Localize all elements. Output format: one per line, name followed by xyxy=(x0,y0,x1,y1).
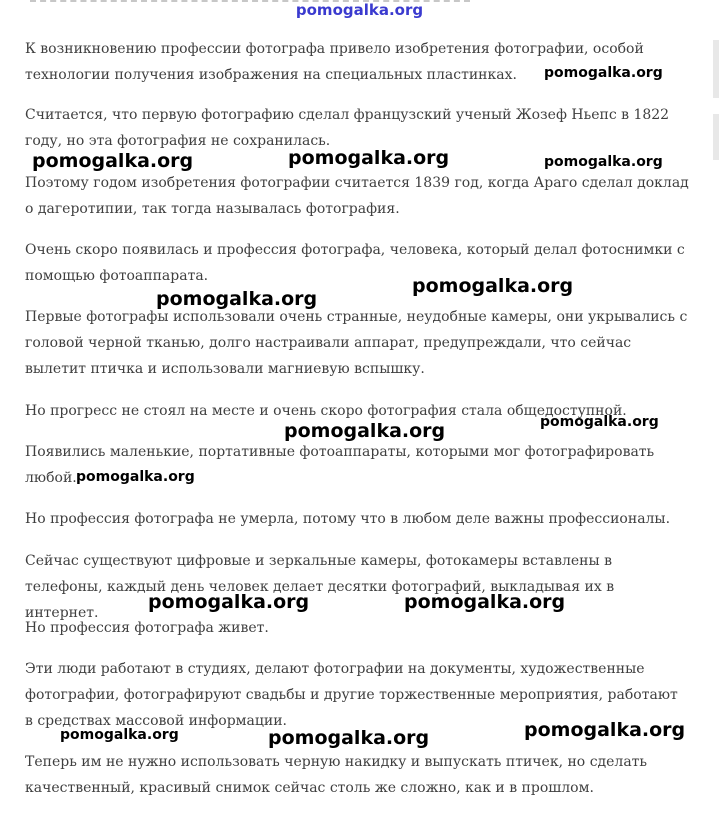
paragraph-9: Сейчас существуют цифровые и зеркальные камеры, фотокамеры вставлены в телефоны, каждый день человек делает десятки фотографий, выкладывая их в интернет. xyxy=(25,553,615,621)
watermark: pomogalka.org xyxy=(284,420,446,442)
right-edge-panel xyxy=(713,40,719,98)
watermark: pomogalka.org xyxy=(544,65,663,81)
paragraph-6: Но прогресс не стоял на месте и очень скоро фотография стала общедоступной. xyxy=(25,403,627,419)
watermark: pomogalka.org xyxy=(544,154,663,170)
paragraph-5: Первые фотографы использовали очень странные, неудобные камеры, они укрывались с головой черной тканью, долго настраивали аппарат, предупреждали, что сейчас вылетит птичка и использовали магниевую вспышку. xyxy=(25,309,688,377)
paragraph-11: Эти люди работают в студиях, делают фотографии на документы, художественные фотографии, фотографируют свадьбы и другие торжественные мероприятия, работают в средствах массовой информации. xyxy=(25,661,678,729)
paragraph-7: Появились маленькие, портативные фотоаппараты, которыми мог фотографировать любой. xyxy=(25,444,655,486)
watermark: pomogalka.org xyxy=(412,275,574,297)
paragraph-4: Очень скоро появилась и профессия фотографа, человека, который делал фотоснимки с помощью фотоаппарата. xyxy=(25,242,685,284)
paragraph-12: Теперь им не нужно использовать черную накидку и выпускать птичек, но сделать качественный, красивый снимок сейчас столь же сложно, как и в прошлом. xyxy=(25,754,648,796)
watermark: pomogalka.org xyxy=(76,469,195,485)
watermark: pomogalka.org xyxy=(148,591,310,613)
site-title[interactable]: pomogalka.org xyxy=(295,1,424,19)
paragraph-1: К возникновению профессии фотографа привело изобретения фотографии, особой технологии получения изображения на специальных пластинках. xyxy=(25,41,644,83)
watermark: pomogalka.org xyxy=(156,288,318,310)
watermark: pomogalka.org xyxy=(540,414,659,430)
paragraph-2: Считается, что первую фотографию сделал французский ученый Жозеф Ньепс в 1822 году, но эта фотография не сохранилась. xyxy=(25,107,670,149)
watermark: pomogalka.org xyxy=(288,147,450,169)
paragraph-8: Но профессия фотографа не умерла, потому что в любом деле важны профессионалы. xyxy=(25,511,671,527)
watermark: pomogalka.org xyxy=(60,727,179,743)
watermark: pomogalka.org xyxy=(524,719,686,741)
watermark: pomogalka.org xyxy=(32,150,194,172)
paragraph-10: Но профессия фотографа живет. xyxy=(25,620,269,636)
watermark: pomogalka.org xyxy=(268,727,430,749)
paragraph-3: Поэтому годом изобретения фотографии считается 1839 год, когда Араго сделал доклад о дагеротипии, так тогда называлась фотография. xyxy=(25,175,689,217)
watermark: pomogalka.org xyxy=(404,591,566,613)
right-edge-panel xyxy=(713,114,719,160)
